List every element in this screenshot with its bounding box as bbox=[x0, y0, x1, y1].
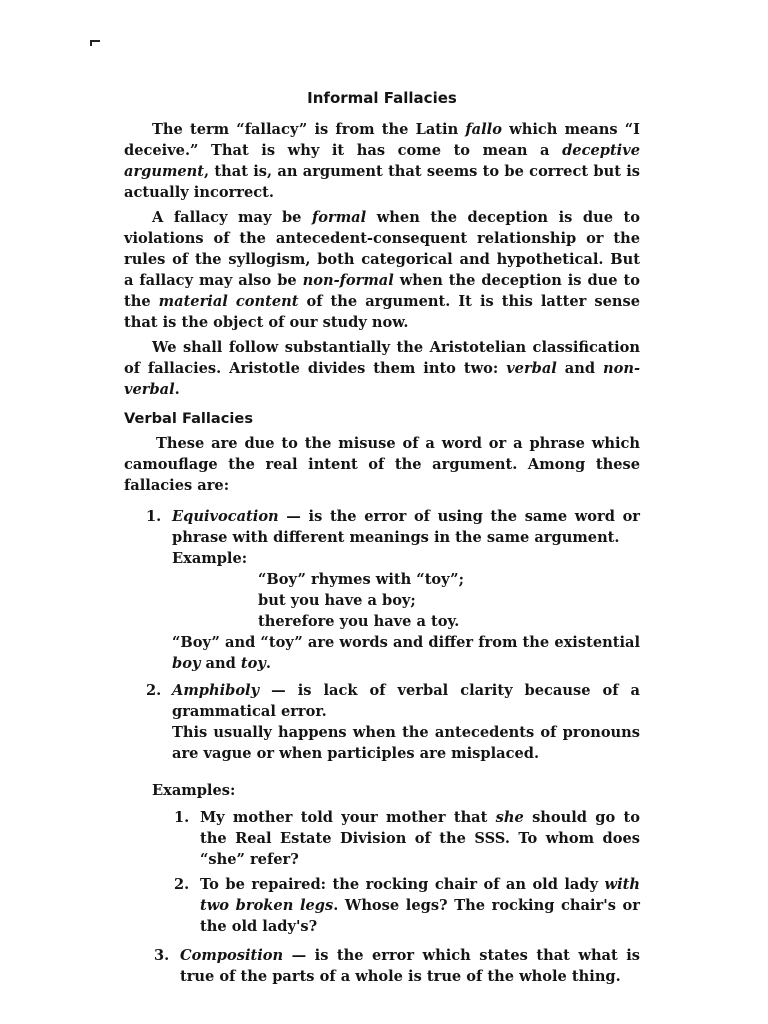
verse-line: “Boy” rhymes with “toy”; bbox=[258, 571, 464, 588]
example-text: My mother told your mother that she should go to the Real Estate Division of the SSS. To whom does “she” refer? bbox=[200, 809, 641, 868]
page-content bbox=[124, 88, 640, 987]
paragraph-formal-nonformal: A fallacy may be formal when the deception is due to violations of the antecedent-consequent relationship or the rules of the syllogism, both categorical and hypothetical. But a fallacy may also be non-formal when the deception is due to the material content of the argument. It is this latter sense that is the object of our study now. bbox=[124, 209, 640, 331]
page-title: Informal Fallacies bbox=[307, 89, 457, 107]
fallacy-number: 3. bbox=[154, 947, 170, 964]
paragraph-aristotelian: We shall follow substantially the Aristotelian classification of fallacies. Aristotle divides them into two: verbal and non-verbal. bbox=[124, 339, 640, 398]
fallacy-number: 2. bbox=[146, 682, 162, 699]
verse-line: therefore you have a toy. bbox=[258, 613, 460, 630]
fallacy-number: 1. bbox=[146, 508, 162, 525]
list-item bbox=[174, 807, 641, 870]
fallacy-definition: Equivocation — is the error of using the same word or phrase with different meanings in the same argument. bbox=[172, 508, 640, 546]
fallacy-item-composition bbox=[124, 945, 640, 987]
verbal-intro: These are due to the misuse of a word or a phrase which camouflage the real intent of the argument. Among these fallacies are: bbox=[124, 435, 640, 494]
fallacy-definition: Amphiboly — is lack of verbal clarity because of a grammatical error. bbox=[172, 682, 640, 720]
example-label: Example: bbox=[172, 550, 248, 567]
fallacy-item-amphiboly bbox=[124, 680, 640, 764]
list-number: 1. bbox=[174, 809, 190, 826]
examples-heading: Examples: bbox=[152, 782, 236, 799]
example-text: To be repaired: the rocking chair of an old lady with two broken legs. Whose legs? The rocking chair's or the old lady's? bbox=[200, 876, 640, 935]
examples-list bbox=[124, 807, 640, 937]
example-note: “Boy” and “toy” are words and differ from the existential boy and toy. bbox=[172, 634, 640, 672]
fallacy-definition: Composition — is the error which states that what is true of the parts of a whole is true of the whole thing. bbox=[180, 947, 640, 985]
fallacy-note: This usually happens when the antecedents of pronouns are vague or when participles are misplaced. bbox=[172, 724, 640, 762]
paragraph-fallacy-term: The term “fallacy” is from the Latin fallo which means “I deceive.” That is why it has come to mean a deceptive argument, that is, an argument that seems to be correct but is actually incorrect. bbox=[124, 121, 640, 201]
list-number: 2. bbox=[174, 876, 190, 893]
fallacy-item-equivocation bbox=[124, 506, 640, 674]
verse-line: but you have a boy; bbox=[258, 592, 416, 609]
list-item bbox=[174, 874, 640, 937]
example-verse bbox=[258, 569, 640, 632]
corner-mark bbox=[90, 40, 100, 46]
section-heading-verbal: Verbal Fallacies bbox=[124, 410, 254, 427]
